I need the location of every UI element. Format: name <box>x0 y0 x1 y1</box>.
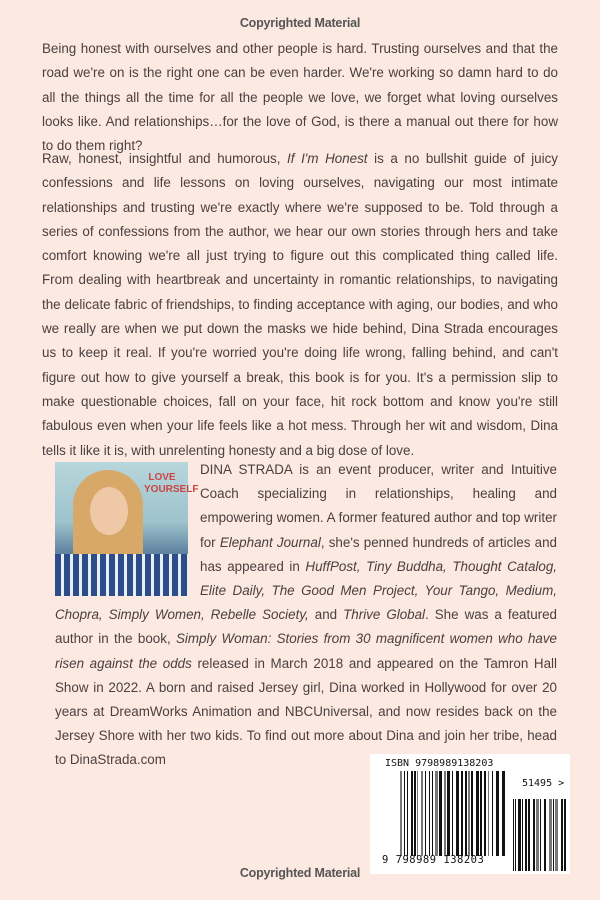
barcode-bar <box>492 771 493 856</box>
barcode-bar <box>404 771 405 856</box>
book-title: If I'm Honest <box>287 151 368 166</box>
barcode-bar <box>528 799 530 871</box>
barcode-bar <box>515 799 516 871</box>
barcode-bar <box>417 771 418 856</box>
barcode-bar <box>533 799 535 871</box>
copyright-watermark-top: Copyrighted Material <box>239 16 361 30</box>
bio-publications: HuffPost, Tiny Buddha, Thought Catalog, Elite Daily, The Good Men Project, Your Tango, Medium, Chopra, Simply Women, Rebelle Society, <box>55 558 557 623</box>
bio-publication: Thrive Global <box>343 607 426 623</box>
isbn-barcode <box>370 754 570 874</box>
barcode-bar <box>522 799 523 871</box>
intro-text: Being honest with ourselves and other people is hard. Trusting ourselves and that the road we're on is the right one can be even harder. We're working so damn hard to do all the things all the time for all the people we love, we forget what loving ourselves looks like. And relationships…for the love of God, is there a manual out there for how to do them right? <box>42 41 558 154</box>
barcode-bar <box>414 771 416 856</box>
bio-book-title: Simply Woman: Stories from 30 magnificent women who have risen against the odds <box>55 631 557 671</box>
barcode-bar <box>407 771 408 856</box>
bio-text: . She was a featured author in the book, <box>55 607 557 647</box>
barcode-bar <box>484 771 486 856</box>
bio-text: released in March 2018 and appeared on the Tamron Hall Show in 2022. A born and raised Jersey girl, Dina worked in Hollywood for over 20 years at DreamWorks Animation and NBCUniversal, and now resides back on the Jersey Shore with her two kids. To find out more about Dina and join her tribe, head to DinaStrada.com <box>55 655 557 768</box>
barcode-bar <box>456 771 459 856</box>
barcode-bar <box>400 771 402 856</box>
isbn-label: ISBN 9798989138203 <box>385 758 494 769</box>
barcode-bar <box>525 799 527 871</box>
barcode-bar <box>421 771 423 856</box>
barcode-bar <box>496 771 499 856</box>
author-photo <box>55 462 199 596</box>
copyright-watermark-bottom: Copyrighted Material <box>239 866 361 880</box>
barcode-bar <box>432 771 433 856</box>
description-paragraph <box>42 147 558 463</box>
author-bio <box>55 458 557 773</box>
barcode-bar <box>555 799 558 871</box>
barcode-bar <box>461 771 463 856</box>
barcode-bar <box>447 771 450 856</box>
barcode-bar <box>513 799 514 871</box>
barcode-bar <box>476 771 479 856</box>
bio-text: DINA STRADA is an event producer, writer and Intuitive Coach specializing in relationships, healing and empowering women. A former featured author and top writer for <box>200 462 557 550</box>
barcode-bar <box>425 771 426 856</box>
description-text-end: is a no bullshit guide of juicy confessions and life lessons on loving ourselves, navigating our most intimate relationships and trusting we're exactly where we're supposed to be. Told through a series of confessions from the author, we hear our own stories through hers and take comfort knowing we're all just trying to figure out this complicated thing called life. From dealing with heartbreak and uncertainty in romantic relationships, to navigating the delicate fabric of friendships, to finding acceptance with aging, our bodies, and who we really are when we put down the masks we hide behind, Dina Strada encourages us to keep it real. If you're worried you're doing life wrong, falling behind, and can't figure out how to give yourself a break, this book is for you. It's a permission slip to make questionable choices, fall on your face, hit rock bottom and know you're still fabulous even when your life feels like a hot mess. Through her wit and wisdom, Dina tells it like it is, with unrelenting honesty and a big dose of love. <box>42 151 558 458</box>
barcode-digits: 9 798989 138203 <box>382 854 485 866</box>
barcode-bar <box>502 771 505 856</box>
love-yourself-sign: LOVE YOURSELF <box>144 472 199 495</box>
barcode-bar <box>471 771 473 856</box>
barcode-bar <box>480 771 482 856</box>
barcode-bar <box>536 799 539 871</box>
barcode-bar <box>561 799 563 871</box>
barcode-bar <box>411 771 413 856</box>
barcode-bar <box>465 771 467 856</box>
bio-publication: Elephant Journal <box>219 534 321 550</box>
barcode-bar <box>435 771 438 856</box>
barcode-bar <box>452 771 453 856</box>
barcode-bar <box>564 799 566 871</box>
bio-text: and <box>308 607 344 623</box>
price-code: 51495 > <box>522 778 565 789</box>
barcode-bar <box>488 771 489 856</box>
barcode-bar <box>549 799 552 871</box>
barcode-bar <box>439 771 442 856</box>
bio-text: , she's penned hundreds of articles and has appeared in <box>200 534 557 574</box>
barcode-bar <box>429 771 430 856</box>
intro-paragraph <box>42 37 558 158</box>
barcode-bar <box>544 799 546 871</box>
barcode-bar <box>540 799 541 871</box>
barcode-bar <box>468 771 470 856</box>
barcode-bar <box>518 799 521 871</box>
barcode-bar <box>553 799 554 871</box>
description-text-start: Raw, honest, insightful and humorous, <box>42 151 288 166</box>
barcode-bar <box>444 771 446 856</box>
